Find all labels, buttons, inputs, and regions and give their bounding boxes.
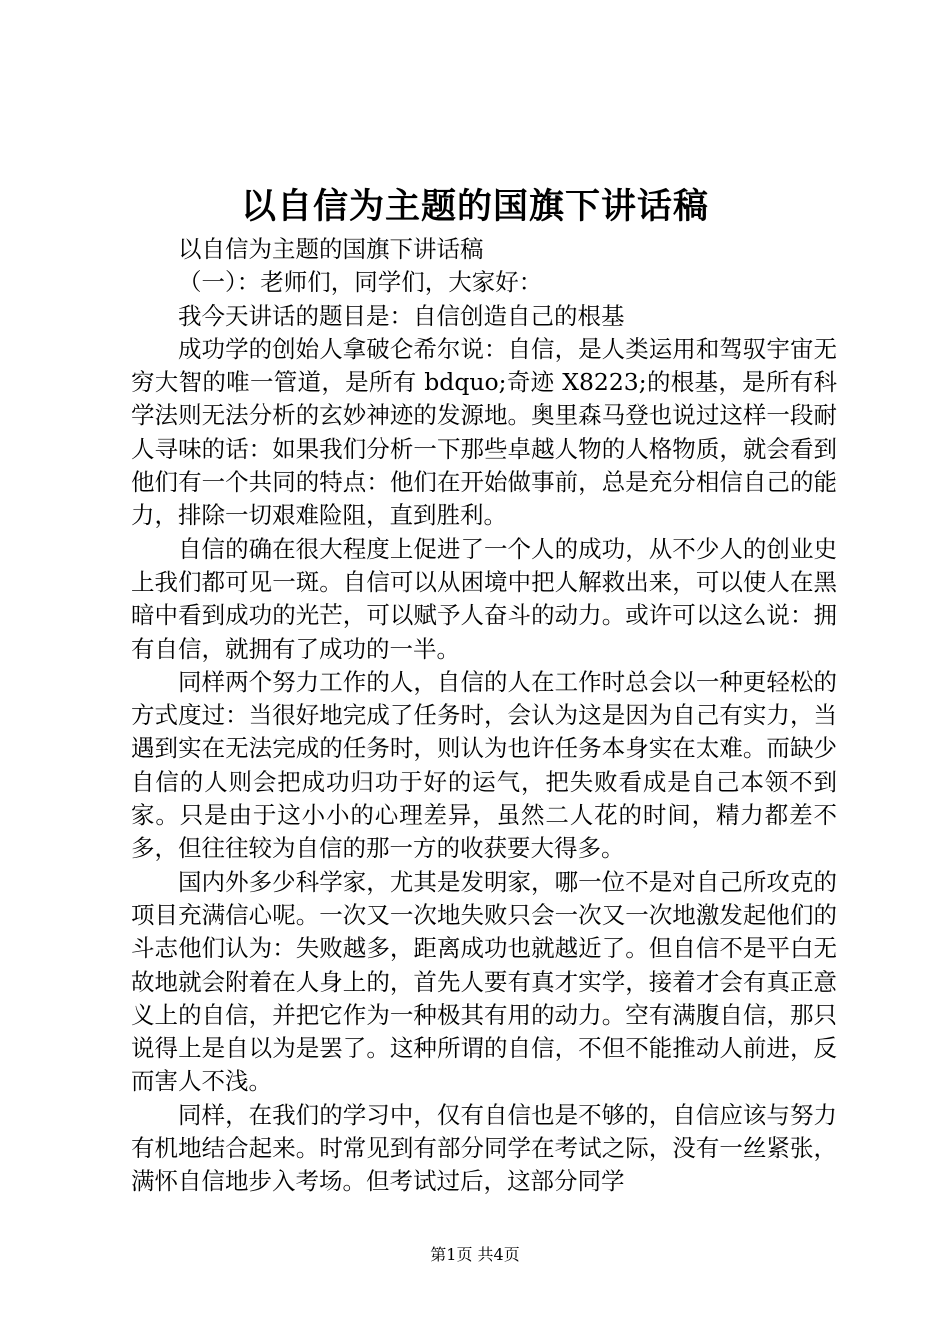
paragraph: 同样，在我们的学习中，仅有自信也是不够的，自信应该与努力有机地结合起来。时常见到有部分同学在考试之际，没有一丝紧张，满怀自信地步入考场。但考试过后，这部分同学 bbox=[131, 1100, 837, 1196]
page-title: 以自信为主题的国旗下讲话稿 bbox=[240, 186, 709, 227]
paragraph: 成功学的创始人拿破仑希尔说：自信，是人类运用和驾驭宇宙无穷大智的唯一管道，是所有 bdquo;奇迹 X8223;的根基，是所有科学法则无法分析的玄妙神迹的发源地。奥里森马登也说过这样一段耐人寻味的话：如果我们分析一下那些卓越人物的人格物质，就会看到他们有一个共同的特点：他们在开始做事前，总是充分相信自己的能力，排除一切艰难险阻，直到胜利。 bbox=[131, 334, 837, 530]
paragraph: 同样两个努力工作的人，自信的人在工作时总会以一种更轻松的方式度过：当很好地完成了任务时，会认为这是因为自己有实力，当遇到实在无法完成的任务时，则认为也许任务本身实在太难。而缺少自信的人则会把成功归功于好的运气，把失败看成是自己本领不到家。只是由于这小小的心理差异，虽然二人花的时间，精力都差不多，但往往较为自信的那一方的收获要大得多。 bbox=[131, 667, 837, 863]
paragraph-topic: 我今天讲话的题目是：自信创造自己的根基 bbox=[178, 301, 625, 330]
page-number-footer: 第1页 共4页 bbox=[430, 1245, 520, 1264]
paragraph-subtitle: 以自信为主题的国旗下讲话稿 bbox=[178, 235, 484, 263]
document-body bbox=[131, 233, 837, 1199]
paragraph-greeting: （一）：老师们，同学们，大家好： bbox=[178, 268, 543, 297]
paragraph: 国内外多少科学家，尤其是发明家，哪一位不是对自己所攻克的项目充满信心呢。一次又一次地失败只会一次又一次地激发起他们的斗志他们认为：失败越多，距离成功也就越近了。但自信不是平白无故地就会附着在人身上的，首先人要有真才实学，接着才会有真正意义上的自信，并把它作为一种极其有用的动力。空有满腹自信，那只说得上是自以为是罢了。这种所谓的自信，不但不能推动人前进，反而害人不浅。 bbox=[131, 867, 837, 1096]
paragraph: 自信的确在很大程度上促进了一个人的成功，从不少人的创业史上我们都可见一斑。自信可以从困境中把人解救出来，可以使人在黑暗中看到成功的光芒，可以赋予人奋斗的动力。或许可以这么说：拥有自信，就拥有了成功的一半。 bbox=[131, 534, 837, 663]
